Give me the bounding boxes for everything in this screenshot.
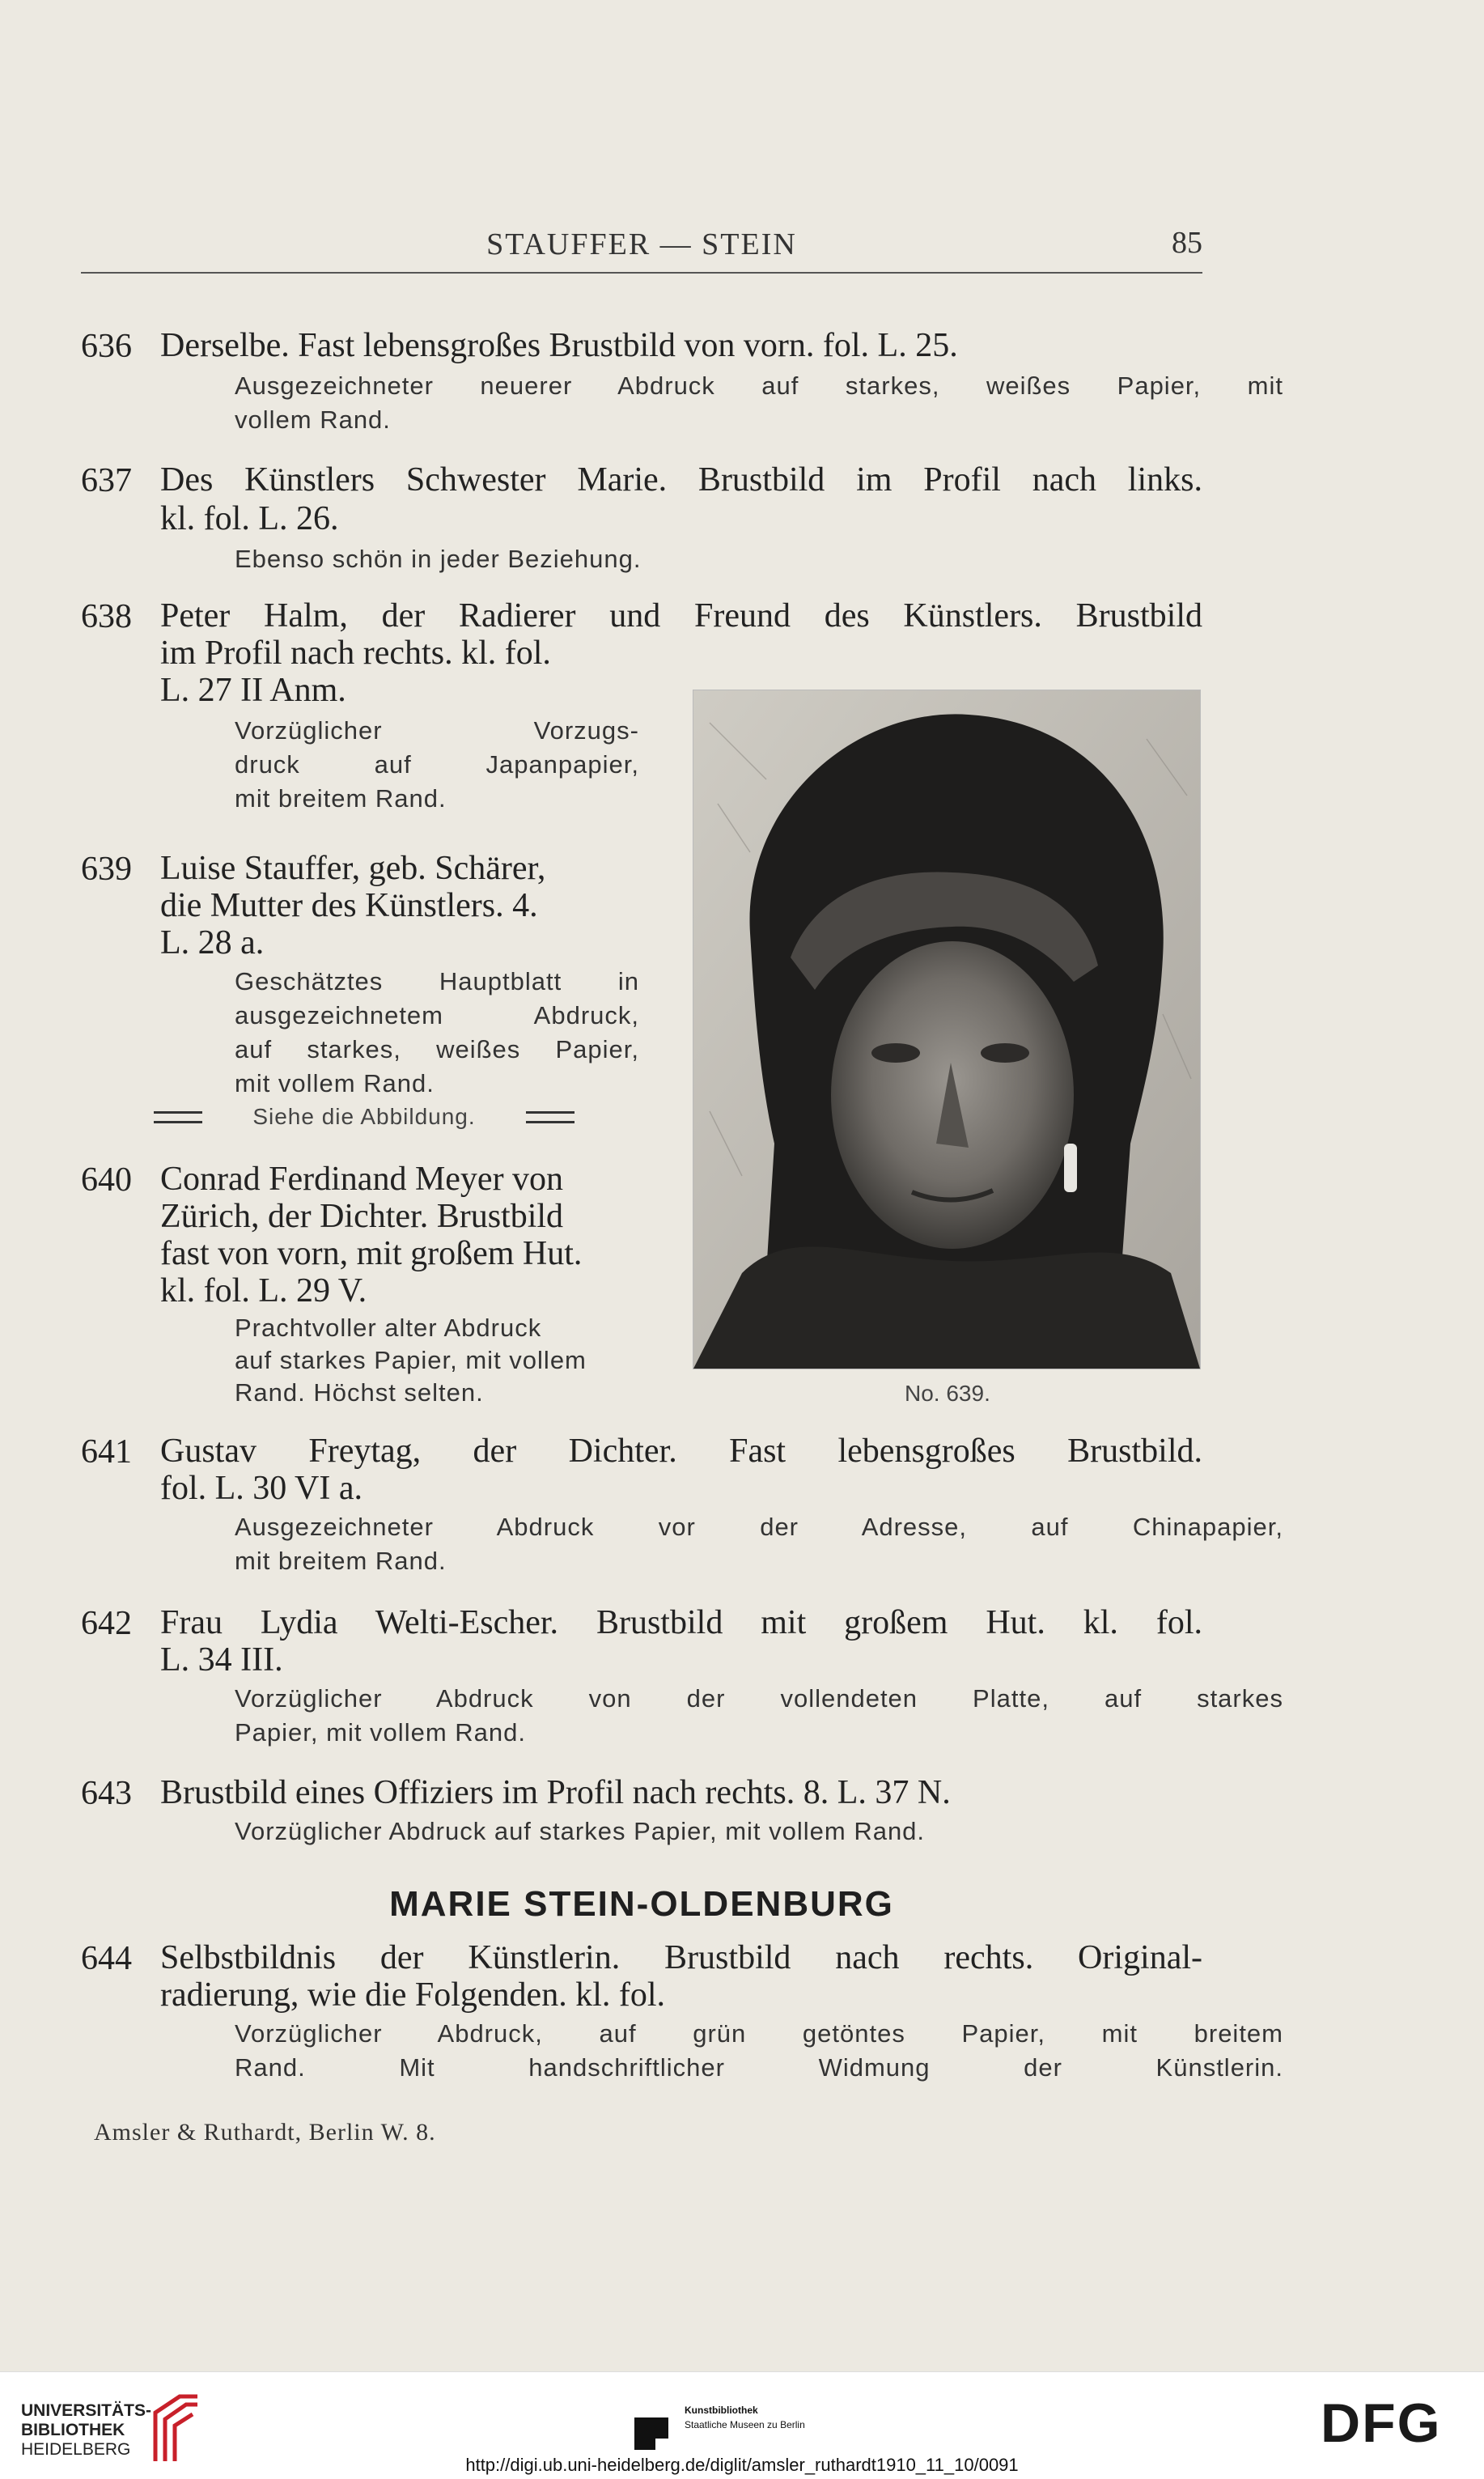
entry-note: [235, 1544, 1283, 1578]
section-heading: MARIE STEIN-OLDENBURG: [389, 1884, 894, 1924]
entry-title-line: Conrad Ferdinand Meyer von: [160, 1161, 564, 1198]
entry-title-line: fast von vorn, mit großem Hut.: [160, 1235, 583, 1272]
entry-title: [160, 1161, 678, 1198]
publisher-imprint: Amsler & Ruthardt, Berlin W. 8.: [94, 2119, 436, 2146]
portrait-illustration: [693, 690, 1201, 1369]
entry-note: [235, 1033, 639, 1067]
entry-note-line: Rand. Mit handschriftlicher Widmung der Künstlerin.: [235, 2053, 1283, 2082]
entry-note-line: Vorzüglicher Abdruck auf starkes Papier, mit vollem Rand.: [235, 1817, 926, 1845]
entry-note-line: Vorzüglicher Abdruck, auf grün getöntes Papier, mit breitem: [235, 2019, 1283, 2048]
entry-number: 644: [81, 1940, 132, 1977]
entry-note: [235, 999, 639, 1033]
entry-title-line: kl. fol. L. 26.: [160, 500, 339, 537]
entry-note: [235, 2051, 1283, 2085]
entry-title: [160, 1939, 1202, 1976]
entry-title: [160, 1976, 1202, 2014]
entry-title: [160, 1641, 1202, 1679]
entry-title: [160, 327, 1202, 364]
double-rule: [154, 1111, 202, 1123]
entry-title-line: L. 27 II Anm.: [160, 672, 346, 709]
figure-caption: No. 639.: [905, 1381, 990, 1406]
entry-note-line: Papier, mit vollem Rand.: [235, 1718, 526, 1747]
entry-note: [235, 403, 1283, 437]
entry-note: [235, 2017, 1283, 2051]
entry-note-line: vollem Rand.: [235, 405, 391, 434]
entry-title: [160, 1604, 1202, 1641]
entry-title: [160, 1235, 678, 1272]
entry-title: [160, 597, 1202, 635]
entry-note-line: ausgezeichnetem Abdruck,: [235, 1001, 639, 1029]
entry-note-line: Ebenso schön in jeder Beziehung.: [235, 545, 642, 573]
entry-title: [160, 635, 1202, 672]
entry-number: 637: [81, 462, 132, 499]
entry-title: [160, 1198, 678, 1235]
entry-title-line: L. 28 a.: [160, 924, 265, 961]
entry-title: [160, 924, 678, 961]
university-line: BIBLIOTHEK: [21, 2421, 125, 2439]
running-header: [81, 223, 1202, 274]
entry-title: [160, 1433, 1202, 1470]
entry-note: [235, 965, 639, 999]
entry-note: [235, 1067, 639, 1101]
entry-number: 641: [81, 1433, 132, 1471]
entry-note-line: mit breitem Rand.: [235, 784, 447, 813]
entry-number: 643: [81, 1775, 132, 1812]
entry-note-line: auf starkes Papier, mit vollem: [235, 1346, 587, 1374]
entry-title-line: Brustbild eines Offiziers im Profil nach rechts. 8. L. 37 N.: [160, 1774, 951, 1811]
entry-note: [235, 748, 639, 782]
entry-title: [160, 1470, 1202, 1507]
permalink-url[interactable]: http://digi.ub.uni-heidelberg.de/diglit/amsler_ruthardt1910_11_10/0091: [465, 2455, 1019, 2475]
entry-title: [160, 1774, 1202, 1811]
entry-note: [235, 1376, 655, 1410]
entry-note: [235, 714, 639, 748]
entry-title-line: Derselbe. Fast lebensgroßes Brustbild von vorn. fol. L. 25.: [160, 327, 958, 364]
entry-title-line: Selbstbildnis der Künstlerin. Brustbild nach rechts. Original-: [160, 1939, 1202, 1976]
entry-title-line: Des Künstlers Schwester Marie. Brustbild im Profil nach links.: [160, 461, 1202, 499]
entry-note-line: druck auf Japanpapier,: [235, 750, 639, 779]
entry-note-line: Vorzüglicher Vorzugs-: [235, 716, 639, 745]
entry-title: [160, 672, 727, 709]
entry-title-line: fol. L. 30 VI a.: [160, 1470, 363, 1507]
entry-title: [160, 500, 1202, 537]
entry-title-line: kl. fol. L. 29 V.: [160, 1272, 367, 1310]
entry-title-line: Luise Stauffer, geb. Schärer,: [160, 850, 546, 887]
entry-number: 639: [81, 851, 132, 888]
university-line: HEIDELBERG: [21, 2440, 131, 2459]
kunstbibliothek-logo-icon: [631, 2414, 672, 2453]
entry-number: 638: [81, 598, 132, 635]
entry-title-line: Peter Halm, der Radierer und Freund des Künstlers. Brustbild: [160, 597, 1202, 635]
entry-note: [235, 1510, 1283, 1544]
entry-title: [160, 461, 1202, 499]
entry-number: 636: [81, 328, 132, 365]
see-illustration-text: Siehe die Abbildung.: [252, 1104, 476, 1129]
university-line: UNIVERSITÄTS-: [21, 2401, 152, 2420]
see-illustration-note: [154, 1101, 575, 1133]
entry-note-line: Ausgezeichneter Abdruck vor der Adresse, auf Chinapapier,: [235, 1513, 1283, 1541]
dfg-logo-text: DFG: [1321, 2393, 1442, 2450]
entry-note: [235, 1716, 1283, 1750]
entry-note: [235, 1815, 1283, 1849]
entry-note-line: mit vollem Rand.: [235, 1069, 435, 1097]
entry-note: [235, 782, 639, 816]
entry-note-line: Vorzüglicher Abdruck von der vollendeten Platte, auf starkes: [235, 1684, 1283, 1713]
dfg-logo: [1317, 2393, 1463, 2450]
running-title: STAUFFER — STEIN: [486, 227, 797, 261]
entry-note-line: Prachtvoller alter Abdruck: [235, 1314, 542, 1342]
portrait-etching-image: [693, 690, 1200, 1369]
entry-title-line: Frau Lydia Welti-Escher. Brustbild mit großem Hut. kl. fol.: [160, 1604, 1202, 1641]
entry-note: [235, 369, 1283, 403]
entry-note: [235, 1343, 655, 1377]
university-library-logo-text: [21, 2401, 151, 2460]
entry-title-line: Zürich, der Dichter. Brustbild: [160, 1198, 564, 1235]
double-rule: [526, 1111, 575, 1123]
entry-title-line: L. 34 III.: [160, 1641, 283, 1679]
museum-line: Staatliche Museen zu Berlin: [685, 2419, 805, 2430]
entry-number: 640: [81, 1161, 132, 1199]
entry-title-line: radierung, wie die Folgenden. kl. fol.: [160, 1976, 666, 2014]
page-number: 85: [1172, 226, 1202, 260]
entry-title: [160, 850, 678, 887]
kunstbibliothek-logo-text: [685, 2403, 805, 2432]
entry-title: [160, 1272, 678, 1310]
entry-note-line: Geschätztes Hauptblatt in: [235, 967, 639, 995]
entry-note: [235, 1311, 655, 1345]
entry-title: [160, 887, 678, 924]
entry-note: [235, 542, 1283, 576]
entry-title-line: Gustav Freytag, der Dichter. Fast lebensgroßes Brustbild.: [160, 1433, 1202, 1470]
entry-note-line: mit breitem Rand.: [235, 1547, 447, 1575]
entry-title-line: die Mutter des Künstlers. 4.: [160, 887, 538, 924]
entry-note: [235, 1682, 1283, 1716]
entry-title-line: im Profil nach rechts. kl. fol.: [160, 635, 551, 672]
entry-note-line: auf starkes, weißes Papier,: [235, 1035, 639, 1063]
entry-note-line: Ausgezeichneter neuerer Abdruck auf starkes, weißes Papier, mit: [235, 371, 1283, 400]
entry-number: 642: [81, 1605, 132, 1642]
museum-line: Kunstbibliothek: [685, 2405, 758, 2416]
digitization-footer: [0, 2371, 1484, 2479]
entry-note-line: Rand. Höchst selten.: [235, 1378, 484, 1407]
